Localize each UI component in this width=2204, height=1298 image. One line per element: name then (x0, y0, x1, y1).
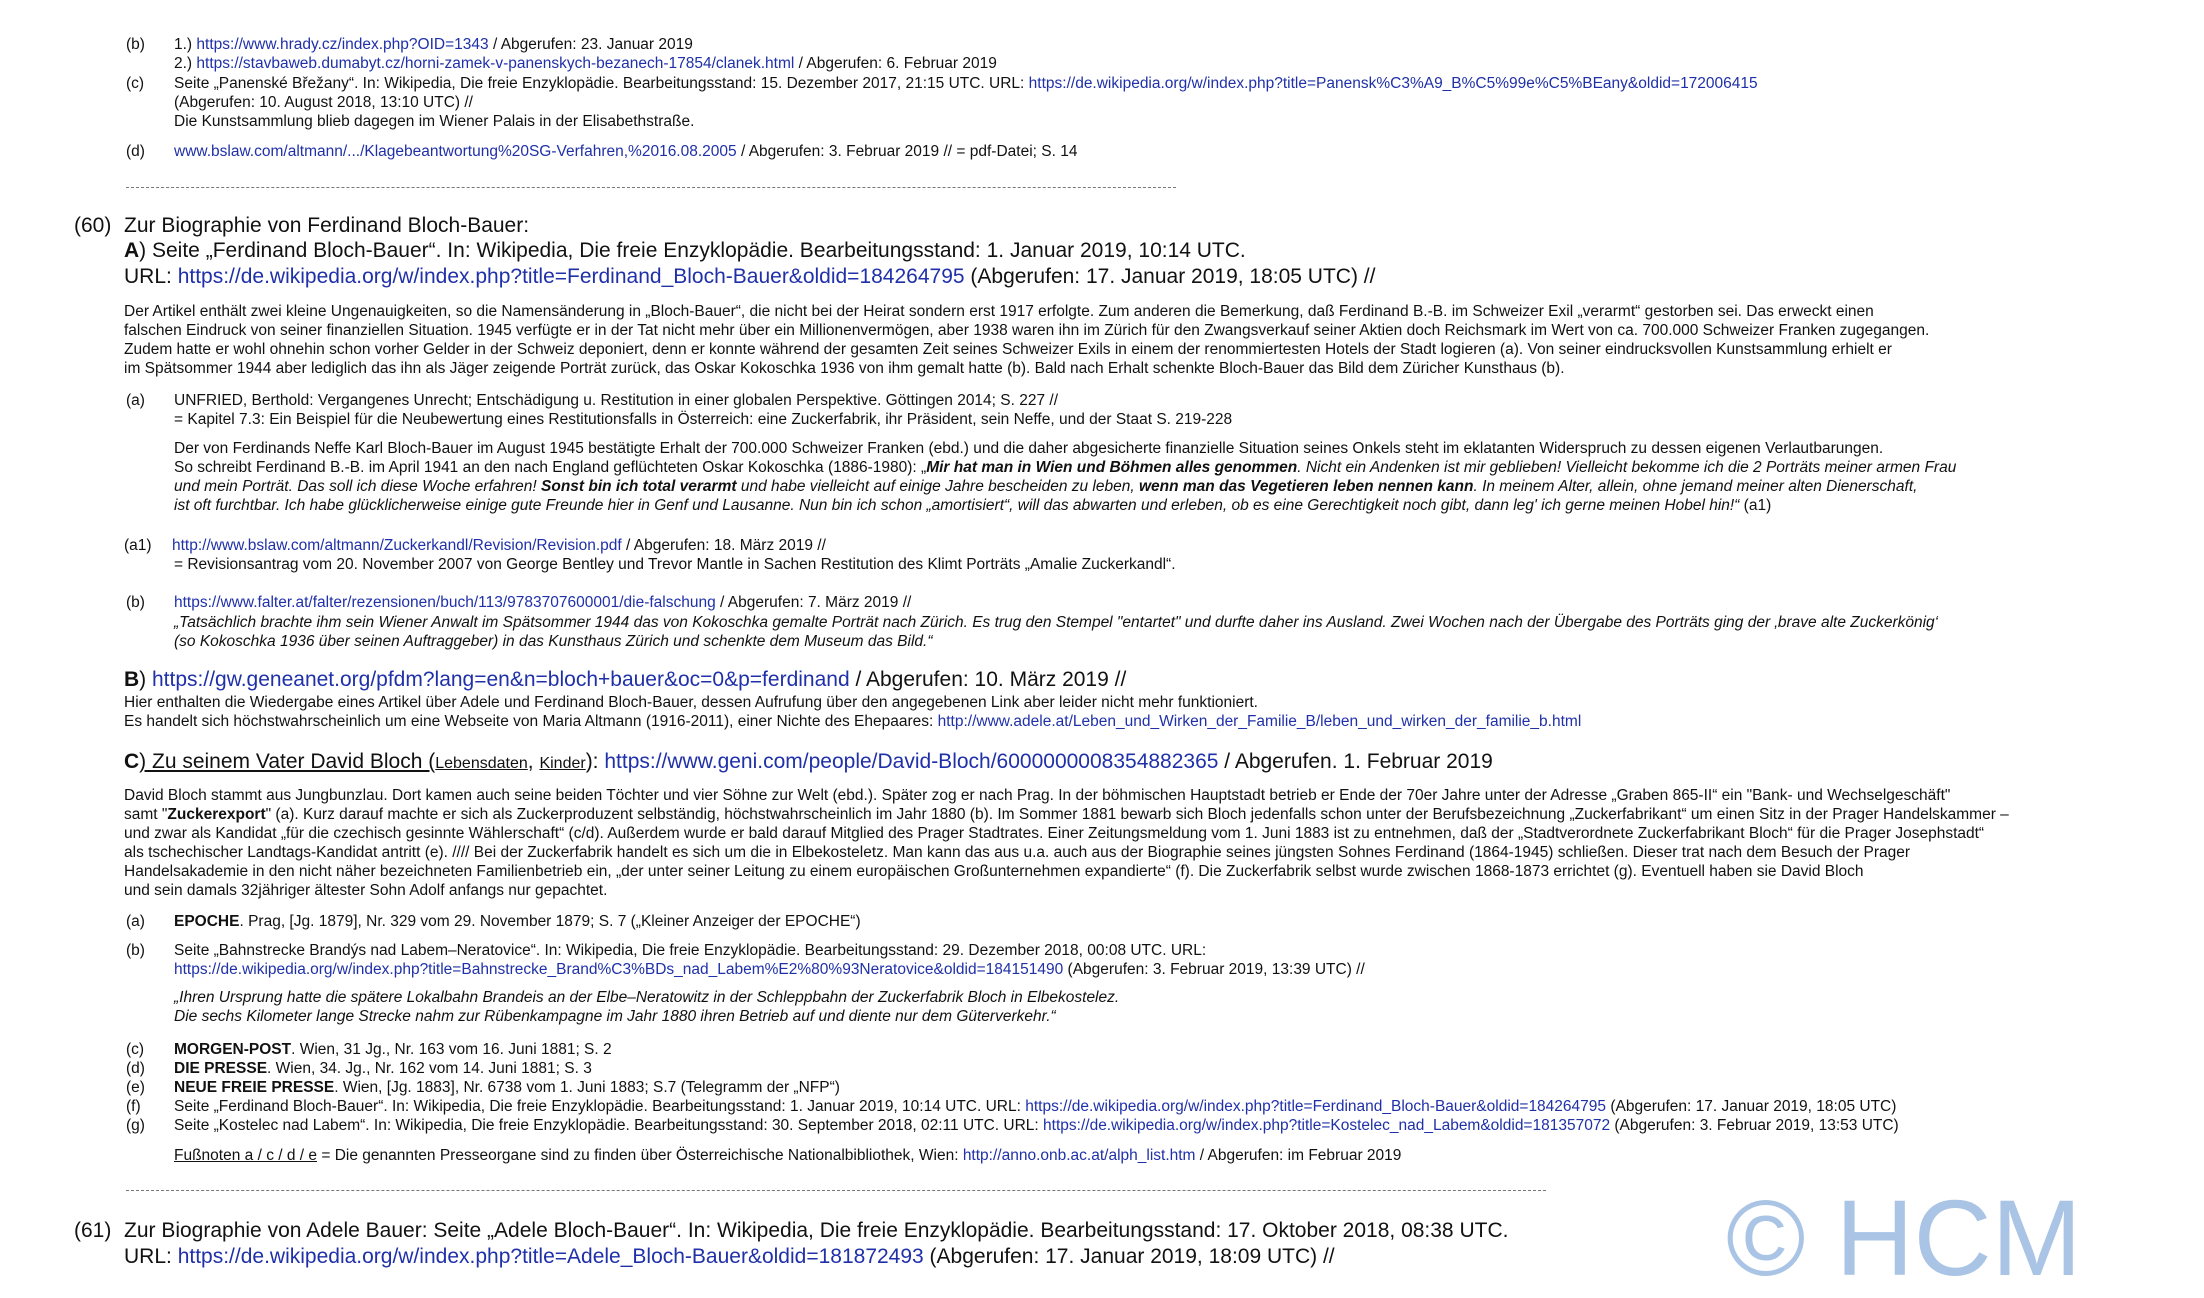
source-a: A) Seite „Ferdinand Bloch-Bauer“. In: Wikipedia, Die freie Enzyklopädie. Bearbeitungsstand: 1. Januar 2019, 10:14 UTC. (124, 239, 1246, 262)
link[interactable]: https://de.wikipedia.org/w/index.php?title=Bahnstrecke_Brand%C3%BDs_nad_Labem%E2%80%93Neratovice&oldid=184151490 (174, 961, 1064, 978)
link[interactable]: https://de.wikipedia.org/w/index.php?title=Panensk%C3%A9_B%C5%99e%C5%BEany&oldid=172006415 (1028, 75, 1758, 92)
section-title: Zur Biographie von Adele Bauer: Seite „Adele Bloch-Bauer“. In: Wikipedia, Die freie Enzyklopädie. Bearbeitungsstand: 17. Oktober 2018, 08:38 UTC. (124, 1219, 1509, 1242)
footnote-line: DIE PRESSE. Wien, 34. Jg., Nr. 162 vom 14. Juni 1881; S. 3 (174, 1060, 592, 1077)
footnote-label: (g) (126, 1117, 145, 1134)
footnote-quote: ist oft furchtbar. Ich habe glücklicherweise einige gute Freunde hier in Genf und Lausanne. Nun bin ich schon „amortisiert“, will das abwarten und erleben, ob es eine Gerechtigkeit noch gibt, dann leg' ich gerne meinen Hobel hin!“ (a1) (174, 497, 1772, 514)
footnote-label: (b) (126, 594, 145, 611)
link[interactable]: http://www.adele.at/Leben_und_Wirken_der_Familie_B/leben_und_wirken_der_familie_b.html (937, 713, 1582, 730)
link[interactable]: https://de.wikipedia.org/w/index.php?title=Kostelec_nad_Labem&oldid=181357072 (1043, 1117, 1611, 1134)
footnote-line: = Revisionsantrag vom 20. November 2007 von George Bentley und Trevor Mantle in Sachen Restitution des Klimt Porträts „Amalie Zuckerkandl“. (174, 556, 1176, 573)
footnote-label: (d) (126, 143, 145, 160)
footnote-line: UNFRIED, Berthold: Vergangenes Unrecht; Entschädigung u. Restitution in einer globalen Perspektive. Göttingen 2014; S. 227 // (174, 392, 1059, 409)
link[interactable]: https://www.geni.com/people/David-Bloch/6000000008354882365 (604, 750, 1219, 773)
link[interactable]: http://www.bslaw.com/altmann/Zuckerkandl/Revision/Revision.pdf (172, 537, 622, 554)
section-title: Zur Biographie von Ferdinand Bloch-Bauer: (124, 214, 530, 237)
paragraph-line: Zudem hatte er wohl ohnehin schon vorher Gelder in der Schweiz deponiert, denn er konnte während der gesamten Zeit seines Schweizer Exils in einem der renommiertesten Hotels der Stadt logieren (a). Von seiner eindrucksvollen Kunstsammlung erhielt er (124, 341, 1892, 358)
footnote-line: 2.) https://stavbaweb.dumabyt.cz/horni-zamek-v-panenskych-bezanech-17854/clanek.html / Abgerufen: 6. Februar 2019 (174, 55, 997, 72)
footnote-line: Seite „Bahnstrecke Brandýs nad Labem–Neratovice“. In: Wikipedia, Die freie Enzyklopädie. Bearbeitungsstand: 29. Dezember 2018, 00:08 UTC. URL: (174, 942, 1207, 959)
paragraph-line: Handelsakademie in den nicht näher bezeichneten Familienbetrieb ein, „der unter seiner Leitung zu einem europäischen Großunternehmen expandierte“ (f). Die Zuckerfabrik selbst wurde zwischen 1868-1873 errichtet (g). Eventuell haben sie David Bloch (124, 863, 1864, 880)
footnote-line: 1.) https://www.hrady.cz/index.php?OID=1343 / Abgerufen: 23. Januar 2019 (174, 36, 693, 53)
source-url: URL: https://de.wikipedia.org/w/index.php?title=Adele_Bloch-Bauer&oldid=181872493 (Abgerufen: 17. Januar 2019, 18:09 UTC) // (124, 1245, 1335, 1268)
section-number: (61) (74, 1219, 112, 1242)
footnote-line: NEUE FREIE PRESSE. Wien, [Jg. 1883], Nr. 6738 vom 1. Juni 1883; S.7 (Telegramm der „NFP“) (174, 1079, 840, 1096)
footnote-line: Seite „Ferdinand Bloch-Bauer“. In: Wikipedia, Die freie Enzyklopädie. Bearbeitungsstand: 1. Januar 2019, 10:14 UTC. URL: https://de.wikipedia.org/w/index.php?title=Ferdinand_Bloch-Bauer&oldid=184264795 (Abgerufen: 17. Januar 2019, 18:05 UTC) (174, 1098, 1897, 1115)
footnote-label: (b) (126, 36, 145, 53)
divider (126, 1190, 1546, 1191)
paragraph-line: Hier enthalten die Wiedergabe eines Artikel über Adele und Ferdinand Bloch-Bauer, dessen Aufrufung über den angegebenen Link aber leider nicht mehr funktioniert. (124, 694, 1258, 711)
footnote-quote: „Ihren Ursprung hatte die spätere Lokalbahn Brandeis an der Elbe–Neratowitz in der Schleppbahn der Zuckerfabrik Bloch in Elbekostelez. (174, 989, 1120, 1006)
paragraph-line: und zwar als Kandidat „für die czechisch gesinnte Wählerschaft“ (c/d). Außerdem wurde er bald darauf Mitglied des Prager Stadtrates. Einer Zeitungsmeldung vom 1. Juni 1883 ist zu entnehmen, daß der „Stadtverordnete Zuckerfabrikant Bloch“ für die Prager Josephstadt“ (124, 825, 1985, 842)
paragraph-line: als tschechischer Landtags-Kandidat antritt (e). //// Bei der Zuckerfabrik handelt es sich um die in Elbekosteletz. Man kann das aus u.a. auch aus der Biographie seines jüngsten Sohnes Ferdinand (1864-1945) schließen. Dieser trat nach dem Besuch der Prager (124, 844, 1911, 861)
footnote-line: So schreibt Ferdinand B.-B. im April 1941 an den nach England geflüchteten Oskar Kokoschka (1886-1980): „Mir hat man in Wien und Böhmen alles genommen. Nicht ein Andenken ist mir geblieben! Vielleicht bekomme ich die 2 Porträts meiner armen Frau (174, 459, 1957, 476)
footnote-quote: und mein Porträt. Das soll ich diese Woche erfahren! Sonst bin ich total verarmt und habe vielleicht auf einige Jahre bescheiden zu leben, wenn man das Vegetieren leben nennen kann. In meinem Alter, allein, ohne jemand meiner alten Dienerschaft, (174, 478, 1918, 495)
footnote-quote: (so Kokoschka 1936 über seinen Auftraggeber) in das Kunsthaus Zürich und schenkte dem Museum das Bild.“ (174, 633, 933, 650)
footnote-line: Der von Ferdinands Neffe Karl Bloch-Bauer im August 1945 bestätigte Erhalt der 700.000 Schweizer Franken (ebd.) und die daher abgesicherte finanzielle Situation seines Onkels steht im eklatanten Widerspruch zu dessen eigenen Verlautbarungen. (174, 440, 1884, 457)
link[interactable]: https://stavbaweb.dumabyt.cz/horni-zamek-v-panenskych-bezanech-17854/clanek.html (196, 55, 795, 72)
footnote-line: https://de.wikipedia.org/w/index.php?title=Bahnstrecke_Brand%C3%BDs_nad_Labem%E2%80%93Neratovice&oldid=184151490 (Abgerufen: 3. Februar 2019, 13:39 UTC) // (174, 961, 1365, 978)
paragraph-line: falschen Eindruck von seiner finanziellen Situation. 1945 verfügte er in der Tat nicht mehr über ein Millionenvermögen, aber 1938 waren ihn im Zürich für den Zwangsverkauf seiner Aktien doch Reichsmark im Wert von ca. 700.000 Schweizer Franken zugegangen. (124, 322, 1930, 339)
link[interactable]: www.bslaw.com/altmann/.../Klagebeantwortung%20SG-Verfahren,%2016.08.2005 (174, 143, 737, 160)
link[interactable]: https://de.wikipedia.org/w/index.php?title=Ferdinand_Bloch-Bauer&oldid=184264795 (1025, 1098, 1607, 1115)
footnote-line: = Kapitel 7.3: Ein Beispiel für die Neubewertung eines Restitutionsfalls in Österreich: eine Zuckerfabrik, ihr Präsident, sein Neffe, und der Staat S. 219-228 (174, 411, 1233, 428)
paragraph-line: und sein damals 32jähriger ältester Sohn Adolf anfangs nur gepachtet. (124, 882, 608, 899)
link[interactable]: https://www.hrady.cz/index.php?OID=1343 (196, 36, 489, 53)
link[interactable]: https://de.wikipedia.org/w/index.php?title=Adele_Bloch-Bauer&oldid=181872493 (177, 1245, 924, 1268)
link[interactable]: https://de.wikipedia.org/w/index.php?title=Ferdinand_Bloch-Bauer&oldid=184264795 (177, 265, 965, 288)
footnote-line: Seite „Panenské Břežany“. In: Wikipedia, Die freie Enzyklopädie. Bearbeitungsstand: 15. Dezember 2017, 21:15 UTC. URL: https://de.wikipedia.org/w/index.php?title=Panensk%C3%A9_B%C5%99e%C5%BEany&oldid=172006415 (174, 75, 1758, 92)
link[interactable]: https://gw.geneanet.org/pfdm?lang=en&n=bloch+bauer&oc=0&p=ferdinand (152, 668, 850, 691)
footnote-label: (a) (126, 392, 145, 409)
footnote-note: Fußnoten a / c / d / e = Die genannten Presseorgane sind zu finden über Österreichische Nationalbibliothek, Wien: http://anno.onb.ac.at/alph_list.htm / Abgerufen: im Februar 2019 (174, 1147, 1402, 1164)
footnote-label: (a) (126, 913, 145, 930)
link[interactable]: https://www.falter.at/falter/rezensionen/buch/113/9783707600001/die-falschung (174, 594, 716, 611)
paragraph-line: David Bloch stammt aus Jungbunzlau. Dort kamen auch seine beiden Töchter und vier Söhne zur Welt (ebd.). Später zog er nach Prag. In der böhmischen Hauptstadt betrieb er Ende der 70er Jahre unter der Adresse „Graben 865-II“ ein "Bank- und Wechselgeschäft" (124, 787, 1951, 804)
section-number: (60) (74, 214, 112, 237)
footnote-line: https://www.falter.at/falter/rezensionen/buch/113/9783707600001/die-falschung / Abgerufen: 7. März 2019 // (174, 594, 912, 611)
footnote-label: (e) (126, 1079, 145, 1096)
footnote-line: http://www.bslaw.com/altmann/Zuckerkandl/Revision/Revision.pdf / Abgerufen: 18. März 2019 // (172, 537, 826, 554)
footnote-label: (c) (126, 1041, 145, 1058)
divider (126, 187, 1176, 188)
source-a-url: URL: https://de.wikipedia.org/w/index.php?title=Ferdinand_Bloch-Bauer&oldid=184264795 (Abgerufen: 17. Januar 2019, 18:05 UTC) // (124, 265, 1376, 288)
footnote-label: (a1) (124, 537, 152, 554)
footnote-quote: „Tatsächlich brachte ihm sein Wiener Anwalt im Spätsommer 1944 das von Kokoschka gemalte Porträt nach Zürich. Es trug den Stempel "entartet" und durfte daher ins Ausland. Zwei Wochen nach der Übergabe des Porträts ging der ‚brave alte Zuckerkönig‘ (174, 614, 1939, 631)
footnote-line: www.bslaw.com/altmann/.../Klagebeantwortung%20SG-Verfahren,%2016.08.2005 / Abgerufen: 3. Februar 2019 // = pdf-Datei; S. 14 (174, 143, 1078, 160)
paragraph-line: Es handelt sich höchstwahrscheinlich um eine Webseite von Maria Altmann (1916-2011), einer Nichte des Ehepaares: http://www.adele.at/Leben_und_Wirken_der_Familie_B/leben_und_wirken_der_familie_b.html (124, 713, 1582, 730)
footnote-label: (b) (126, 942, 145, 959)
copyright-watermark: © HCM (1726, 1177, 2082, 1298)
footnote-line: Seite „Kostelec nad Labem“. In: Wikipedia, Die freie Enzyklopädie. Bearbeitungsstand: 30. September 2018, 02:11 UTC. URL: https://de.wikipedia.org/w/index.php?title=Kostelec_nad_Labem&oldid=181357072 (Abgerufen: 3. Februar 2019, 13:53 UTC) (174, 1117, 1899, 1134)
footnote-label: (c) (126, 75, 145, 92)
paragraph-line: Der Artikel enthält zwei kleine Ungenauigkeiten, so die Namensänderung in „Bloch-Bauer“, die nicht bei der Heirat sondern erst 1917 erfolgte. Zum anderen die Bemerkung, daß Ferdinand B.-B. im Schweizer Exil „verarmt“ gestorben sei. Das erweckt einen (124, 303, 1874, 320)
source-c: C) Zu seinem Vater David Bloch (Lebensdaten, Kinder): https://www.geni.com/people/David-Bloch/6000000008354882365 / Abgerufen. 1. Februar 2019 (124, 750, 1493, 773)
paragraph-line: samt "Zuckerexport" (a). Kurz darauf machte er sich als Zuckerproduzent selbständig, höchstwahrscheinlich im Jahr 1880 (b). Im Sommer 1881 bewarb sich Bloch jedenfalls schon unter der Berufsbezeichnung „Zuckerfabrikant“ um einen Sitz in der Prager Handelskammer – (124, 806, 2009, 823)
footnote-line: MORGEN-POST. Wien, 31 Jg., Nr. 163 vom 16. Juni 1881; S. 2 (174, 1041, 612, 1058)
footnote-line: (Abgerufen: 10. August 2018, 13:10 UTC) // (174, 94, 473, 111)
footnote-label: (d) (126, 1060, 145, 1077)
source-b: B) https://gw.geneanet.org/pfdm?lang=en&n=bloch+bauer&oc=0&p=ferdinand / Abgerufen: 10. März 2019 // (124, 668, 1127, 691)
footnote-line: Die Kunstsammlung blieb dagegen im Wiener Palais in der Elisabethstraße. (174, 113, 695, 130)
footnote-quote: Die sechs Kilometer lange Strecke nahm zur Rübenkampagne im Jahr 1880 ihren Betrieb auf und diente nur dem Güterverkehr.“ (174, 1008, 1056, 1025)
link[interactable]: http://anno.onb.ac.at/alph_list.htm (962, 1147, 1196, 1164)
paragraph-line: im Spätsommer 1944 aber lediglich das ihn als Jäger zeigende Porträt zurück, das Oskar Kokoschka 1936 von ihm gemalt hatte (b). Bald nach Erhalt schenkte Bloch-Bauer das Bild dem Züricher Kunsthaus (b). (124, 360, 1565, 377)
footnote-line: EPOCHE. Prag, [Jg. 1879], Nr. 329 vom 29. November 1879; S. 7 („Kleiner Anzeiger der EPOCHE“) (174, 913, 861, 930)
footnote-label: (f) (126, 1098, 141, 1115)
